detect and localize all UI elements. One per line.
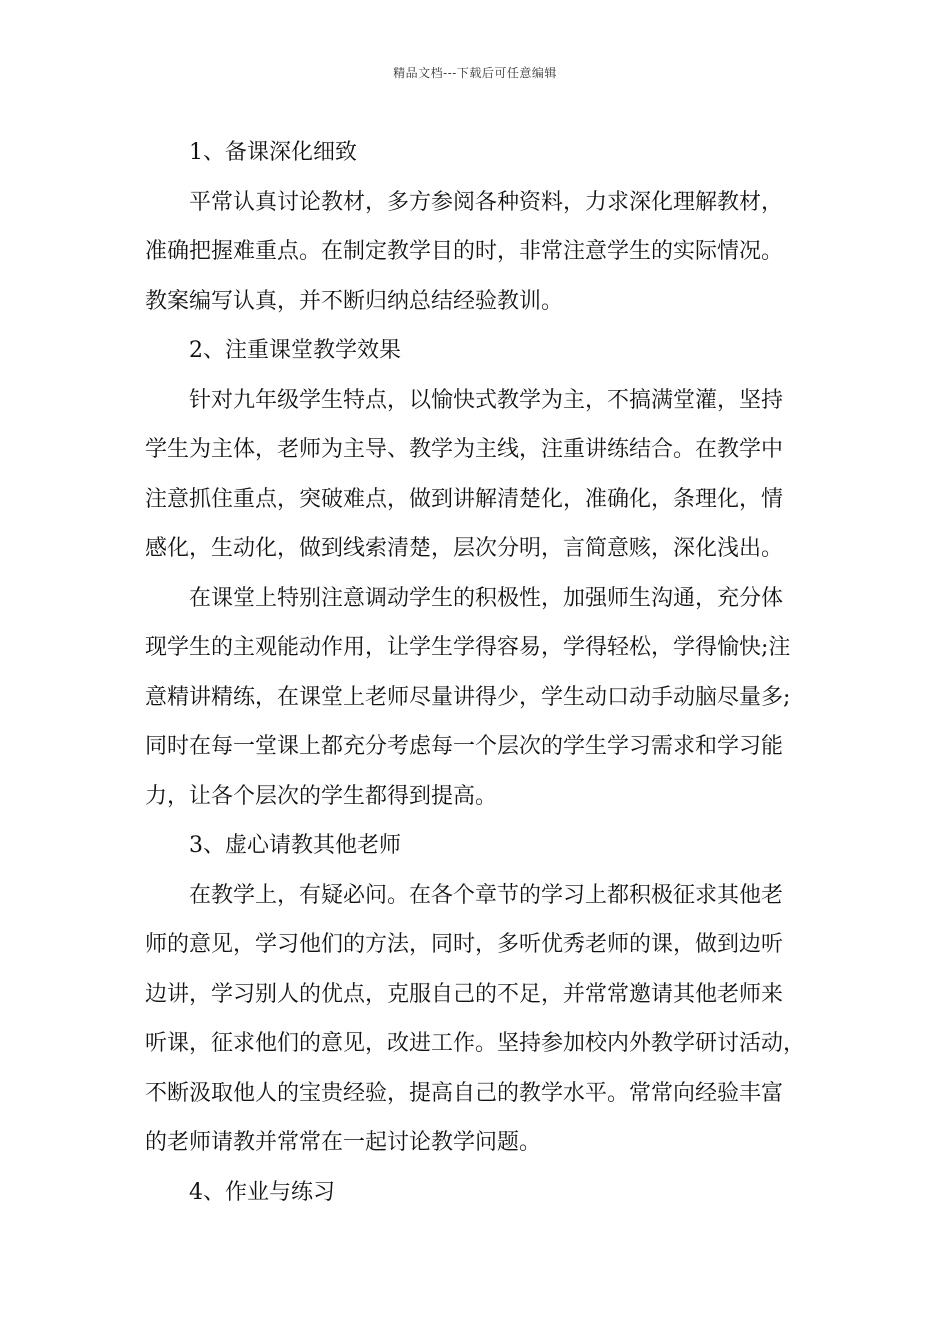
text-line: 边讲，学习别人的优点，克服自己的不足，并常常邀请其他老师来 xyxy=(145,981,784,1007)
text-line: 4、作业与练习 xyxy=(189,1179,335,1205)
text-line: 力，让各个层次的学生都得到提高。 xyxy=(145,783,498,809)
text-line: 注意抓住重点，突破难点，做到讲解清楚化，准确化，条理化，情 xyxy=(145,486,784,512)
text-line: 2、注重课堂教学效果 xyxy=(189,338,401,363)
body-paragraph xyxy=(145,574,815,822)
text-line: 学生为主体，老师为主导、教学为主线，注重讲练结合。在教学中 xyxy=(145,437,784,462)
text-line: 意精讲精练，在课堂上老师尽量讲得少，学生动口动手动脑尽量多; xyxy=(145,684,791,710)
section-heading xyxy=(145,326,815,376)
section-heading xyxy=(145,821,815,871)
text-line: 在教学上，有疑必问。在各个章节的学习上都积极征求其他老 xyxy=(189,882,784,908)
document-body xyxy=(145,128,815,1217)
text-line: 1、备课深化细致 xyxy=(189,140,357,165)
text-line: 现学生的主观能动作用，让学生学得容易，学得轻松，学得愉快;注 xyxy=(145,635,791,660)
text-line: 感化，生动化，做到线索清楚，层次分明，言简意赅，深化浅出。 xyxy=(145,536,784,561)
text-line: 同时在每一堂课上都充分考虑每一个层次的学生学习需求和学习能 xyxy=(145,734,784,759)
body-paragraph xyxy=(145,871,815,1168)
text-line: 师的意见，学习他们的方法，同时，多听优秀老师的课，做到边听 xyxy=(145,932,784,957)
section-heading xyxy=(145,1168,815,1218)
text-line: 针对九年级学生特点，以愉快式教学为主，不搞满堂灌，坚持 xyxy=(189,387,784,413)
page-header: 精品文档---下载后可任意编辑 xyxy=(393,66,557,80)
text-line: 教案编写认真，并不断归纳总结经验教训。 xyxy=(145,288,564,314)
text-line: 平常认真讨论教材，多方参阅各种资料，力求深化理解教材， xyxy=(189,189,784,215)
text-line: 3、虚心请教其他老师 xyxy=(189,833,401,858)
section-heading xyxy=(145,128,815,178)
body-paragraph xyxy=(145,376,815,574)
text-line: 不断汲取他人的宝贵经验，提高自己的教学水平。常常向经验丰富 xyxy=(145,1080,784,1106)
body-paragraph xyxy=(145,178,815,327)
text-line: 准确把握难重点。在制定教学目的时，非常注意学生的实际情况。 xyxy=(145,239,784,264)
text-line: 听课，征求他们的意见，改进工作。坚持参加校内外教学研讨活动， xyxy=(145,1031,806,1056)
text-line: 的老师请教并常常在一起讨论教学问题。 xyxy=(145,1130,542,1155)
text-line: 在课堂上特别注意调动学生的积极性，加强师生沟通，充分体 xyxy=(189,585,784,611)
